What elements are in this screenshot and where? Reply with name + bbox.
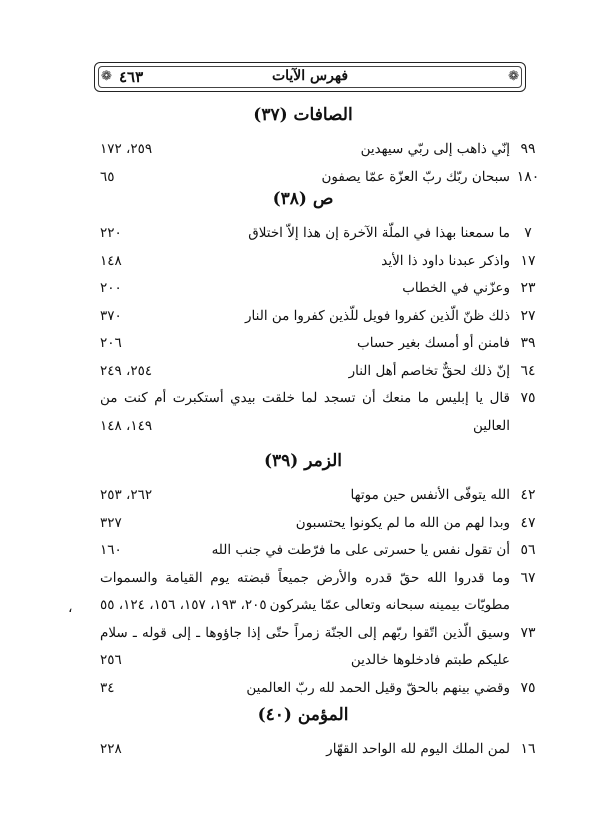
verse-number: ٦٤ bbox=[520, 362, 536, 379]
section-heading: الصافات (٣٧) bbox=[253, 105, 353, 125]
verse-text: واذكر عبدنا داود ذا الأيد bbox=[381, 252, 510, 269]
page-references: ٢٥٩، ١٧٢ bbox=[100, 141, 153, 157]
page-references: ٣٧٠ bbox=[100, 307, 122, 324]
page-references: ١٤٨ bbox=[100, 252, 122, 269]
page-references: ٣٢٧ bbox=[100, 514, 122, 531]
verse-number: ٧ bbox=[524, 225, 532, 241]
page-references: ٦٥ bbox=[100, 168, 115, 185]
verse-text: فامنن أو أمسك بغير حساب bbox=[357, 335, 510, 351]
running-title: فهرس الآيات bbox=[271, 68, 349, 84]
verse-text: وقضي بينهم بالحقّ وقيل الحمد لله ربّ العالمين bbox=[246, 679, 510, 696]
verse-number: ٤٢ bbox=[520, 487, 536, 503]
page-references: ١٤٩، ١٤٨ bbox=[100, 417, 153, 434]
verse-number: ١٦ bbox=[520, 741, 536, 757]
section-heading: ص (٣٨) bbox=[272, 189, 334, 209]
verse-text: قال يا إبليس ما منعك أن تسجد لما خلقت بيدي أستكبرت أم كنت من bbox=[100, 390, 510, 406]
verse-text: سبحان ربّك ربّ العزّة عمّا يصفون bbox=[321, 168, 510, 185]
page-references: ٢٠٦ bbox=[100, 335, 122, 351]
verse-text: إنّ ذلك لحقٌّ تخاصم أهل النار bbox=[348, 362, 510, 379]
verse-number: ٣٩ bbox=[520, 335, 536, 351]
verse-number: ٩٩ bbox=[520, 141, 536, 157]
verse-text: عليكم طبتم فادخلوها خالدين bbox=[350, 652, 510, 668]
page-references: ٢٠٠ bbox=[100, 280, 122, 296]
verse-text: ذلك ظنّ الّذين كفروا فويل للّذين كفروا من النار bbox=[245, 307, 510, 324]
verse-text: إنّي ذاهب إلى ربّي سيهدين bbox=[360, 141, 510, 157]
verse-number: ٢٣ bbox=[520, 280, 536, 296]
verse-text: مطويّات بيمينه سبحانه وتعالى عمّا يشركون bbox=[269, 597, 510, 613]
page-references: ١٦٠ bbox=[100, 542, 122, 558]
ornament-left-icon: ❁ bbox=[101, 69, 112, 84]
verse-text: وبدا لهم من الله ما لم يكونوا يحتسبون bbox=[295, 514, 510, 531]
margin-mark: ، bbox=[68, 600, 73, 616]
verse-text: أن تقول نفس يا حسرتى على ما فرّطت في جنب الله bbox=[211, 542, 510, 558]
verse-number: ١٨٠ bbox=[516, 168, 540, 185]
page-number: ٤٦٣ bbox=[119, 68, 144, 86]
ornament-right-icon: ❁ bbox=[508, 69, 519, 84]
verse-number: ١٧ bbox=[520, 252, 536, 269]
verse-number: ٧٣ bbox=[520, 624, 536, 641]
page-references: ٣٤ bbox=[100, 679, 115, 696]
page-references: ٢٢٨ bbox=[100, 741, 122, 757]
verse-number: ٧٥ bbox=[520, 390, 536, 406]
page-references: ٢٥٦ bbox=[100, 652, 122, 668]
page-references: ٢٠٥، ١٩٣، ١٥٧، ١٥٦، ١٢٤، ٥٥ bbox=[100, 597, 267, 613]
verse-number: ٤٧ bbox=[520, 514, 536, 531]
section-heading: المؤمن (٤٠) bbox=[257, 705, 349, 725]
verse-text: وما قدروا الله حقّ قدره والأرض جميعاً قبضته يوم القيامة والسموات bbox=[100, 569, 510, 586]
verse-text: وعزّني في الخطاب bbox=[402, 280, 510, 296]
verse-text: وسيق الّذين اتّقوا ربّهم إلى الجنّة زمراً حتّى إذا جاؤوها ـ إلى قوله ـ سلام bbox=[100, 624, 510, 641]
page-references: ٢٦٢، ٢٥٣ bbox=[100, 487, 153, 503]
verse-number: ٦٧ bbox=[520, 569, 536, 586]
page-references: ٢٥٤، ٢٤٩ bbox=[100, 362, 153, 379]
page-references: ٢٢٠ bbox=[100, 225, 122, 241]
verse-text: لمن الملك اليوم لله الواحد القهّار bbox=[326, 741, 510, 757]
verse-number: ٢٧ bbox=[520, 307, 536, 324]
section-heading: الزمر (٣٩) bbox=[263, 451, 343, 471]
verse-number: ٧٥ bbox=[520, 679, 536, 696]
verse-text: الله يتوفّى الأنفس حين موتها bbox=[350, 487, 510, 503]
verse-text: العالين bbox=[473, 417, 510, 434]
verse-number: ٥٦ bbox=[520, 542, 536, 558]
verse-text: ما سمعنا بهذا في الملّة الآخرة إن هذا إلاّ اختلاق bbox=[248, 225, 510, 241]
